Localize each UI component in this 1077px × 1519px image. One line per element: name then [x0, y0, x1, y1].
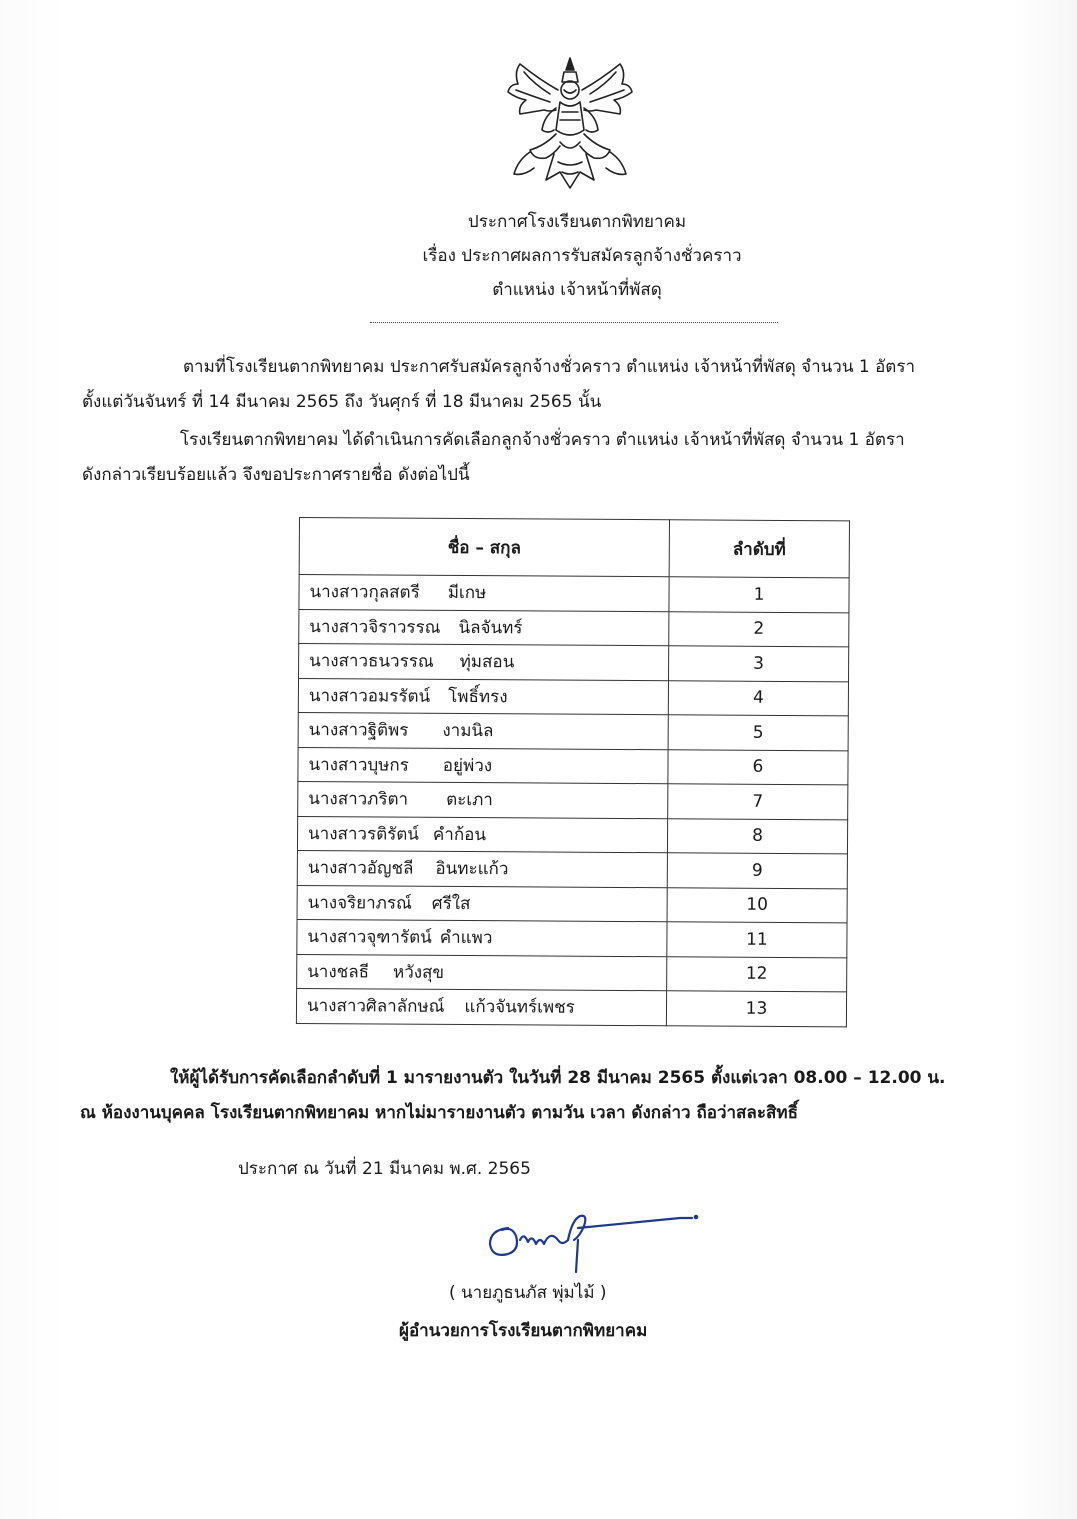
rank-cell: 6 [668, 749, 848, 785]
first-name: นางสาวฐิติพร [308, 720, 409, 741]
rank-cell: 2 [669, 611, 849, 647]
table-row [299, 609, 849, 647]
rank-cell: 4 [668, 680, 848, 716]
name-cell [296, 988, 666, 1025]
announcement-title [300, 205, 840, 307]
signatory-name: ( นายภูธนภัส พุ่มไม้ ) [449, 1283, 607, 1303]
garuda-emblem-icon [500, 50, 640, 200]
first-name: นางสาวบุษกร [308, 754, 409, 776]
last-name: หวังสุข [392, 962, 445, 983]
last-name: ตะเภา [446, 790, 493, 811]
title-line-subject: เรื่อง ประกาศผลการรับสมัครลูกจ้างชั่วคราว [422, 246, 742, 266]
last-name: นิลจันทร์ [458, 617, 523, 639]
table-row [297, 885, 847, 923]
rank-cell: 8 [667, 818, 847, 854]
first-name: นางสาวอมรรัตน์ [308, 685, 431, 707]
rank-cell: 9 [667, 853, 847, 889]
name-cell [297, 850, 667, 887]
table-row [298, 747, 848, 785]
report-instruction-line-1: ให้ผู้ได้รับการคัดเลือกลำดับที่ 1 มารายงานตัว ในวันที่ 28 มีนาคม 2565 ตั้งแต่เวลา 08.00 – 12.00 น. [170, 1068, 946, 1088]
rank-cell: 1 [669, 577, 849, 613]
rank-cell: 7 [668, 784, 848, 820]
rank-cell: 3 [669, 646, 849, 682]
paragraph-2-line-1: โรงเรียนตากพิทยาคม ได้ดำเนินการคัดเลือกลูกจ้างชั่วคราว ตำแหน่ง เจ้าหน้าที่พัสดุ จำนวน 1 อัตรา [180, 430, 905, 450]
last-name: อินทะแก้ว [435, 859, 509, 880]
last-name: ศรีใส [431, 893, 471, 914]
header-name: ชื่อ – สกุล [299, 518, 669, 577]
table-row [298, 678, 848, 716]
table-row [298, 781, 848, 819]
first-name: นางสาวศิลาลักษณ์ [306, 996, 445, 1018]
handwritten-signature [480, 1200, 710, 1280]
rank-cell: 10 [667, 887, 847, 923]
name-cell [298, 712, 668, 749]
name-cell [298, 678, 668, 715]
rank-cell: 13 [666, 991, 846, 1027]
first-name: นางสาวจุฑารัตน์ [307, 927, 432, 949]
last-name: ทุ่มสอน [459, 652, 515, 673]
rank-cell: 12 [667, 956, 847, 992]
name-cell [297, 885, 667, 922]
signatory-position: ผู้อำนวยการโรงเรียนตากพิทยาคม [399, 1321, 648, 1341]
announcement-date: ประกาศ ณ วันที่ 21 มีนาคม พ.ศ. 2565 [238, 1159, 531, 1179]
name-cell [299, 575, 669, 612]
table-row [299, 644, 849, 682]
name-cell [299, 644, 669, 681]
name-cell [297, 954, 667, 991]
table-row [299, 575, 849, 613]
dotted-divider [370, 322, 778, 323]
first-name: นางสาวรติรัตน์ [308, 823, 420, 845]
name-cell [298, 781, 668, 818]
last-name: แก้วจันทร์เพชร [464, 997, 575, 1018]
title-line-position: ตำแหน่ง เจ้าหน้าที่พัสดุ [492, 280, 662, 300]
table-row [297, 816, 847, 854]
first-name: นางสาวอัญชลี [307, 858, 414, 879]
table-row [296, 988, 846, 1026]
results-table [296, 517, 850, 1027]
table-row [297, 919, 847, 957]
header-rank: ลำดับที่ [669, 520, 849, 578]
first-name: นางสาวธนวรรณ [309, 651, 434, 673]
first-name: นางจริยาภรณ์ [307, 892, 412, 914]
paragraph-1-line-2: ตั้งแต่วันจันทร์ ที่ 14 มีนาคม 2565 ถึง วันศุกร์ ที่ 18 มีนาคม 2565 นั้น [82, 392, 602, 412]
table-row [298, 712, 848, 750]
name-cell [298, 747, 668, 784]
paragraph-2-line-2: ดังกล่าวเรียบร้อยแล้ว จึงขอประกาศรายชื่อ ดังต่อไปนี้ [82, 465, 470, 485]
last-name: งามนิล [442, 721, 494, 742]
name-cell [299, 609, 669, 646]
table-row [297, 850, 847, 888]
first-name: นางสาวภริตา [308, 789, 409, 810]
rank-cell: 11 [667, 922, 847, 958]
rank-cell: 5 [668, 715, 848, 751]
table-row [297, 954, 847, 992]
title-line-school: ประกาศโรงเรียนตากพิทยาคม [467, 212, 687, 232]
first-name: นางสาวกุลสตรี [309, 582, 420, 603]
last-name: คำแพว [439, 928, 493, 949]
report-instruction-line-2: ณ ห้องงานบุคคล โรงเรียนตากพิทยาคม หากไม่มารายงานตัว ตามวัน เวลา ดังกล่าว ถือว่าสละสิทธิ์ [80, 1103, 798, 1123]
name-cell [297, 816, 667, 853]
last-name: คำก้อน [432, 824, 487, 845]
last-name: โพธิ์ทรง [448, 686, 508, 708]
name-cell [297, 919, 667, 956]
last-name: อยู่พ่วง [442, 755, 493, 776]
first-name: นางสาวจิราวรรณ [309, 616, 441, 638]
first-name: นางชลธี [307, 961, 370, 983]
paragraph-1-line-1: ตามที่โรงเรียนตากพิทยาคม ประกาศรับสมัครลูกจ้างชั่วคราว ตำแหน่ง เจ้าหน้าที่พัสดุ จำนวน 1 อัตรา [183, 357, 915, 377]
last-name: มีเกษ [447, 583, 487, 604]
table-header-row [299, 518, 849, 578]
